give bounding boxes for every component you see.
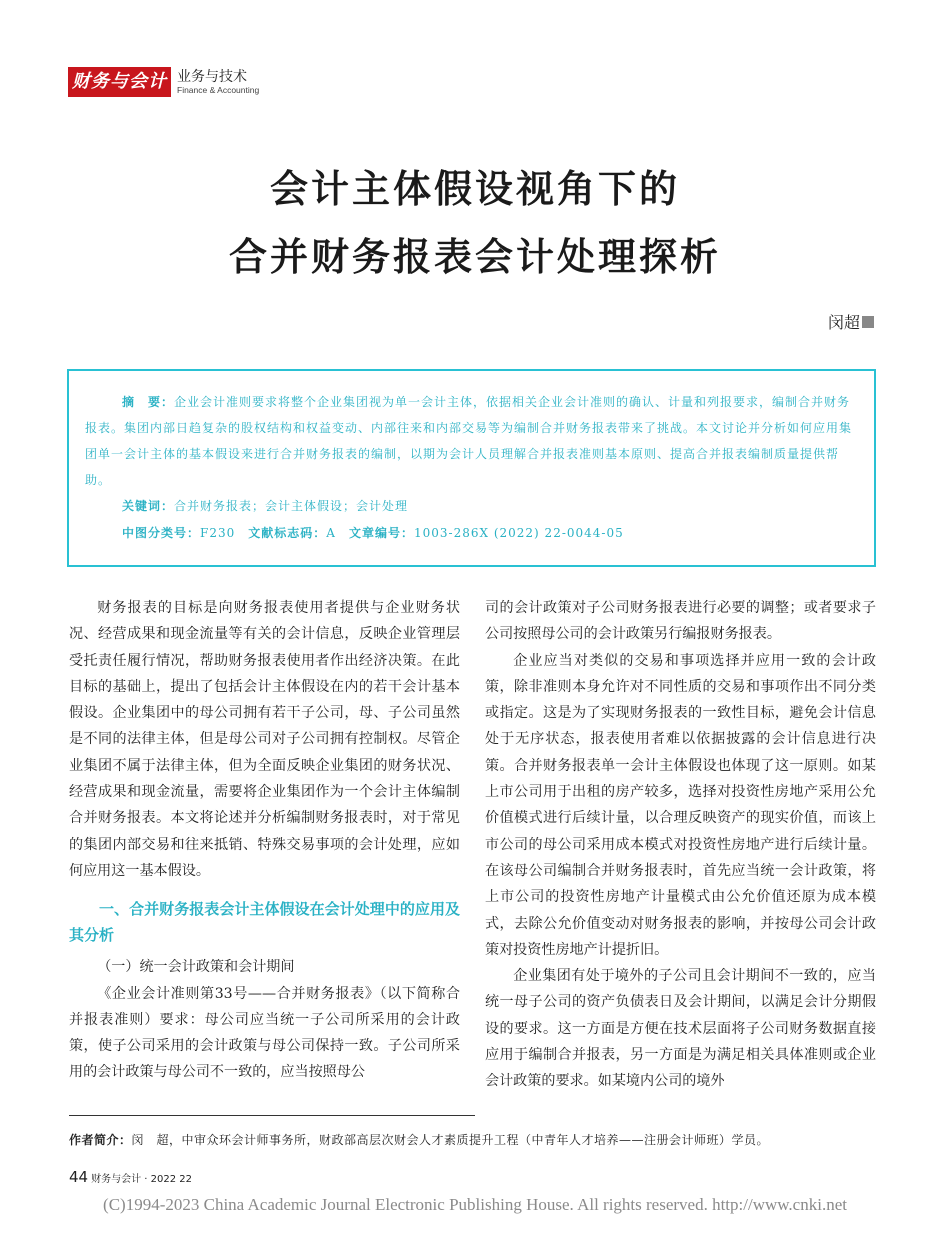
page-number: 44: [69, 1168, 89, 1186]
paragraph: 企业应当对类似的交易和事项选择并应用一致的会计政策，除非准则本身允许对不同性质的交易和事项作出不同分类或指定。这是为了实现财务报表的一致性目标，避免会计信息处于无序状态，报表使用者难以依据披露的会计信息进行决策。合并财务报表单一会计主体假设也体现了这一原则。如某上市公司用于出租的房产较多，选择对投资性房地产采用公允价值模式进行后续计量，以合理反映资产的现实价值，而该上市公司的母公司采用成本模式对投资性房地产进行后续计量。在该母公司编制合并财务报表时，首先应当统一会计政策，将上市公司的投资性房地产计量模式由公允价值还原为成本模式，去除公允价值变动对财务报表的影响，并按母公司会计政策对投资性房地产计提折旧。: [485, 652, 876, 958]
author-name: 闵超: [827, 313, 860, 332]
clc-label: 中图分类号：: [122, 526, 201, 540]
left-column: [69, 595, 460, 1086]
doc-code-value: A: [326, 526, 336, 540]
paragraph: 《企业会计准则第33号——合并财务报表》（以下简称合并报表准则）要求：母公司应当统一子公司所采用的会计政策，使子公司采用的会计政策与母公司保持一致。子公司所采用的会计政策与母公司不一致的，应当按照母公: [69, 985, 460, 1081]
abstract-box: [67, 369, 876, 567]
footnote-divider: [69, 1115, 475, 1116]
section-cn: 业务与技术: [177, 68, 247, 85]
keywords-label: 关键词：: [122, 499, 175, 513]
journal-header: [68, 66, 259, 98]
abstract-label: 摘 要：: [122, 395, 175, 409]
paragraph: 财务报表的目标是向财务报表使用者提供与企业财务状况、经营成果和现金流量等有关的会计信息，反映企业管理层受托责任履行情况，帮助财务报表使用者作出经济决策。在此目标的基础上，提出了包括会计主体假设在内的若干会计基本假设。企业集团中的母公司拥有若干子公司，母、子公司虽然是不同的法律主体，但是母公司对子公司拥有控制权。尽管企业集团不属于法律主体，但为全面反映企业集团的财务状况、经营成果和现金流量，需要将企业集团作为一个会计主体编制合并财务报表。本文将论述并分析编制财务报表时，对于常见的集团内部交易和往来抵销、特殊交易事项的会计处理，应如何应用这一基本假设。: [69, 600, 460, 879]
keywords-line: [85, 493, 856, 520]
section-heading: 一、合并财务报表会计主体假设在会计处理中的应用及其分析: [69, 900, 460, 945]
author-bio: [69, 1131, 889, 1149]
page-footer: [69, 1168, 192, 1186]
subsection-heading: （一）统一会计政策和会计期间: [97, 959, 295, 976]
bio-text: 闵 超，中审众环会计师事务所，财政部高层次财会人才素质提升工程（中青年人才培养——注册会计师班）学员。: [131, 1133, 770, 1147]
copyright-watermark: (C)1994-2023 China Academic Journal Electronic Publishing House. All rights reserved. http://www.cnki.net: [103, 1195, 847, 1214]
section-label: [177, 69, 259, 96]
journal-issue: 财务与会计 · 2022 22: [91, 1174, 192, 1185]
article-number-label: 文章编号：: [348, 526, 414, 540]
classification-line: [85, 520, 856, 547]
bio-label: 作者简介：: [69, 1133, 132, 1147]
author: [828, 310, 874, 333]
keywords: 合并财务报表；会计主体假设；会计处理: [174, 499, 409, 513]
article-title-line1: 会计主体假设视角下的: [269, 167, 680, 211]
paragraph: 司的会计政策对子公司财务报表进行必要的调整；或者要求子公司按照母公司的会计政策另行编报财务报表。: [485, 600, 876, 643]
article-title-line2: 合并财务报表会计处理探析: [228, 235, 721, 279]
clc-value: F230: [200, 526, 236, 540]
paragraph: 企业集团有处于境外的子公司且会计期间不一致的，应当统一母子公司的资产负债表日及会计期间，以满足会计分期假设的要求。这一方面是方便在技术层面将子公司财务数据直接应用于编制合并报表，另一方面是为满足相关具体准则或企业会计政策的要求。如某境内公司的境外: [485, 968, 876, 1090]
journal-logo: 财务与会计: [68, 67, 171, 97]
abstract-body: 企业会计准则要求将整个企业集团视为单一会计主体，依据相关企业会计准则的确认、计量和列报要求，编制合并财务报表。集团内部日趋复杂的股权结构和权益变动、内部往来和内部交易等为编制合并财务报表带来了挑战。本文讨论并分析如何应用集团单一会计主体的基本假设来进行合并财务报表的编制，以期为会计人员理解合并报表准则基本原则、提高合并报表编制质量提供帮助。: [85, 395, 853, 487]
abstract-text: [85, 389, 856, 493]
article-number-value: 1003-286X (2022) 22-0044-05: [413, 526, 624, 540]
right-column: [485, 595, 876, 1095]
section-en: Finance & Accounting: [177, 84, 260, 95]
author-square-icon: [862, 316, 874, 328]
doc-code-label: 文献标志码：: [248, 526, 327, 540]
